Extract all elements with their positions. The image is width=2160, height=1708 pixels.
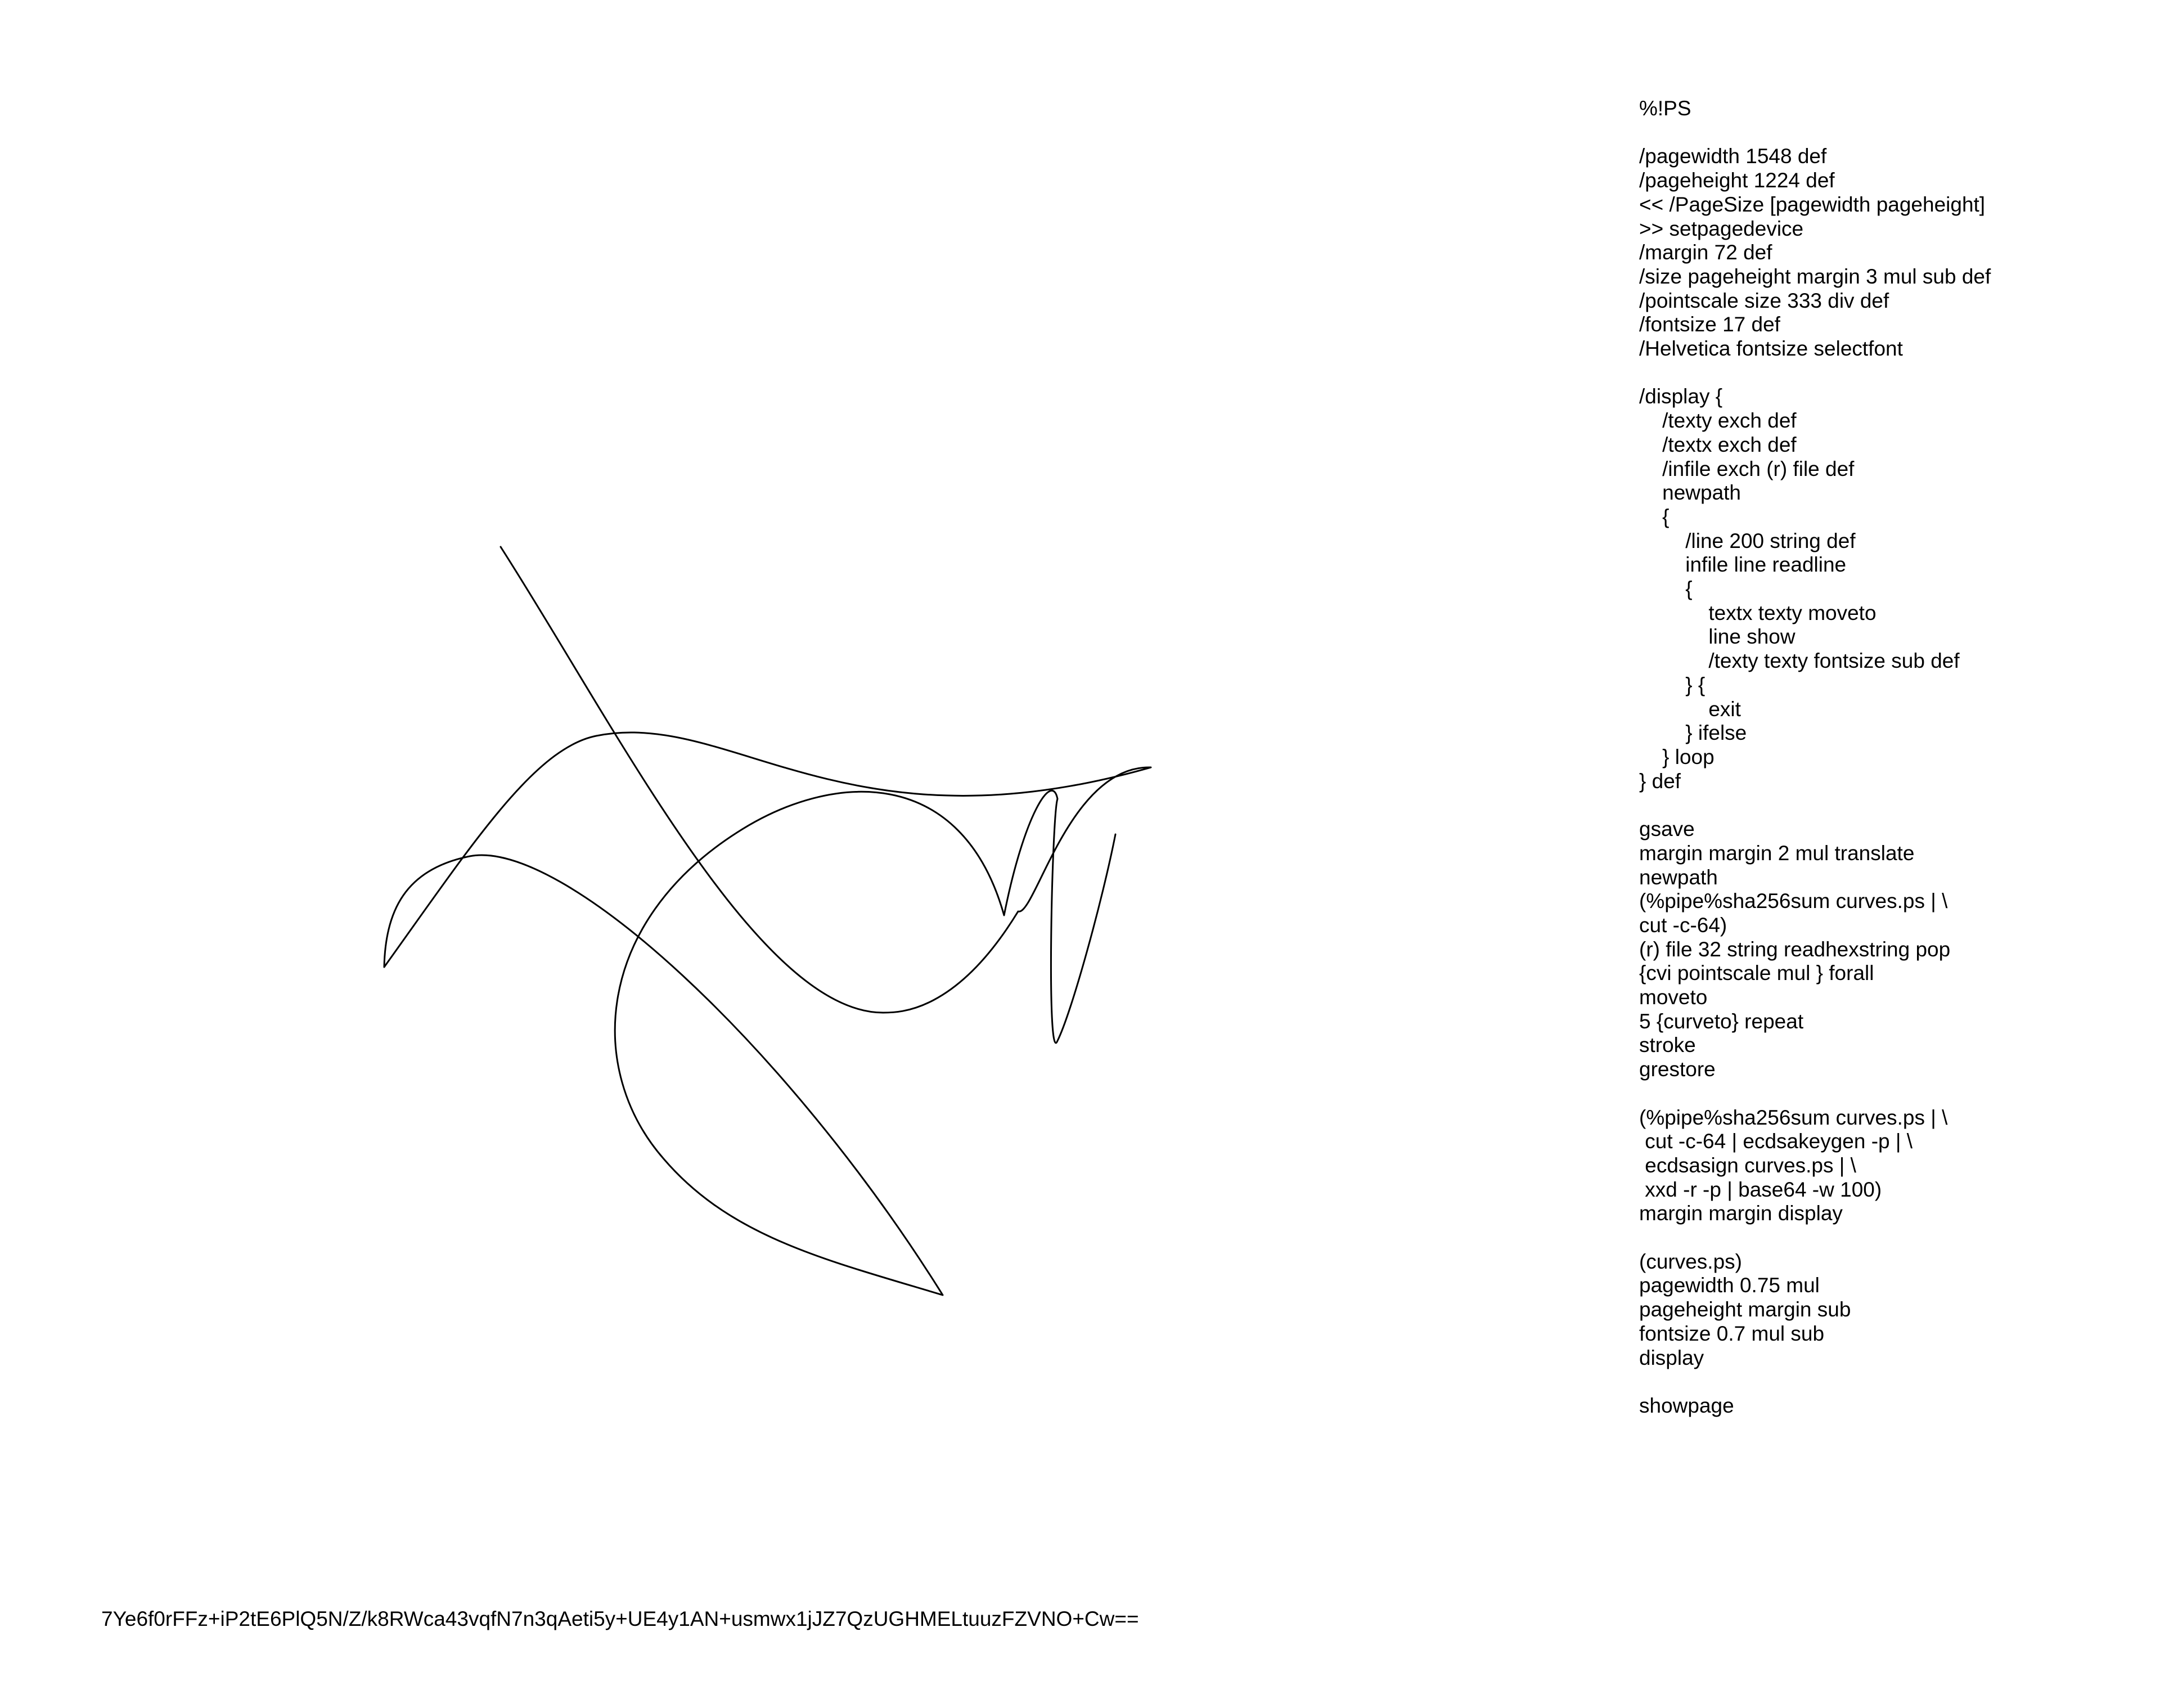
postscript-source-listing: %!PS /pagewidth 1548 def /pageheight 1224 def << /PageSize [pagewidth pageheight] >> setpagedevice /margin 72 def /size pageheight margin 3 mul sub def /pointscale size 333 div def /fontsize 17 def /Helvetica fontsize selectfont /display { /texty exch def /textx exch def /infile exch (r) file def newpath { /line 200 string def infile line readline { textx texty moveto line show /texty texty fontsize sub def } { exit } ifelse } loop } def gsave margin margin 2 mul translate newpath (%pipe%sha256sum curves.ps | \ cut -c-64) (r) file 32 string readhexstring pop {cvi pointscale mul } forall moveto 5 {curveto} repeat stroke grestore (%pipe%sha256sum curves.ps | \ cut -c-64 | ecdsakeygen -p | \ ecdsasign curves.ps | \ xxd -r -p | base64 -w 100) margin margin display (curves.ps) pagewidth 0.75 mul pageheight margin sub fontsize 0.7 mul sub display showpage <box>1639 97 1991 1417</box>
bezier-curve-path <box>384 547 1151 1295</box>
base64-signature: 7Ye6f0rFFz+iP2tE6PlQ5N/Z/k8RWca43vqfN7n3qAeti5y+UE4y1AN+usmwx1jJZ7QzUGHMELtuuzFZVNO+Cw== <box>101 1607 1139 1630</box>
